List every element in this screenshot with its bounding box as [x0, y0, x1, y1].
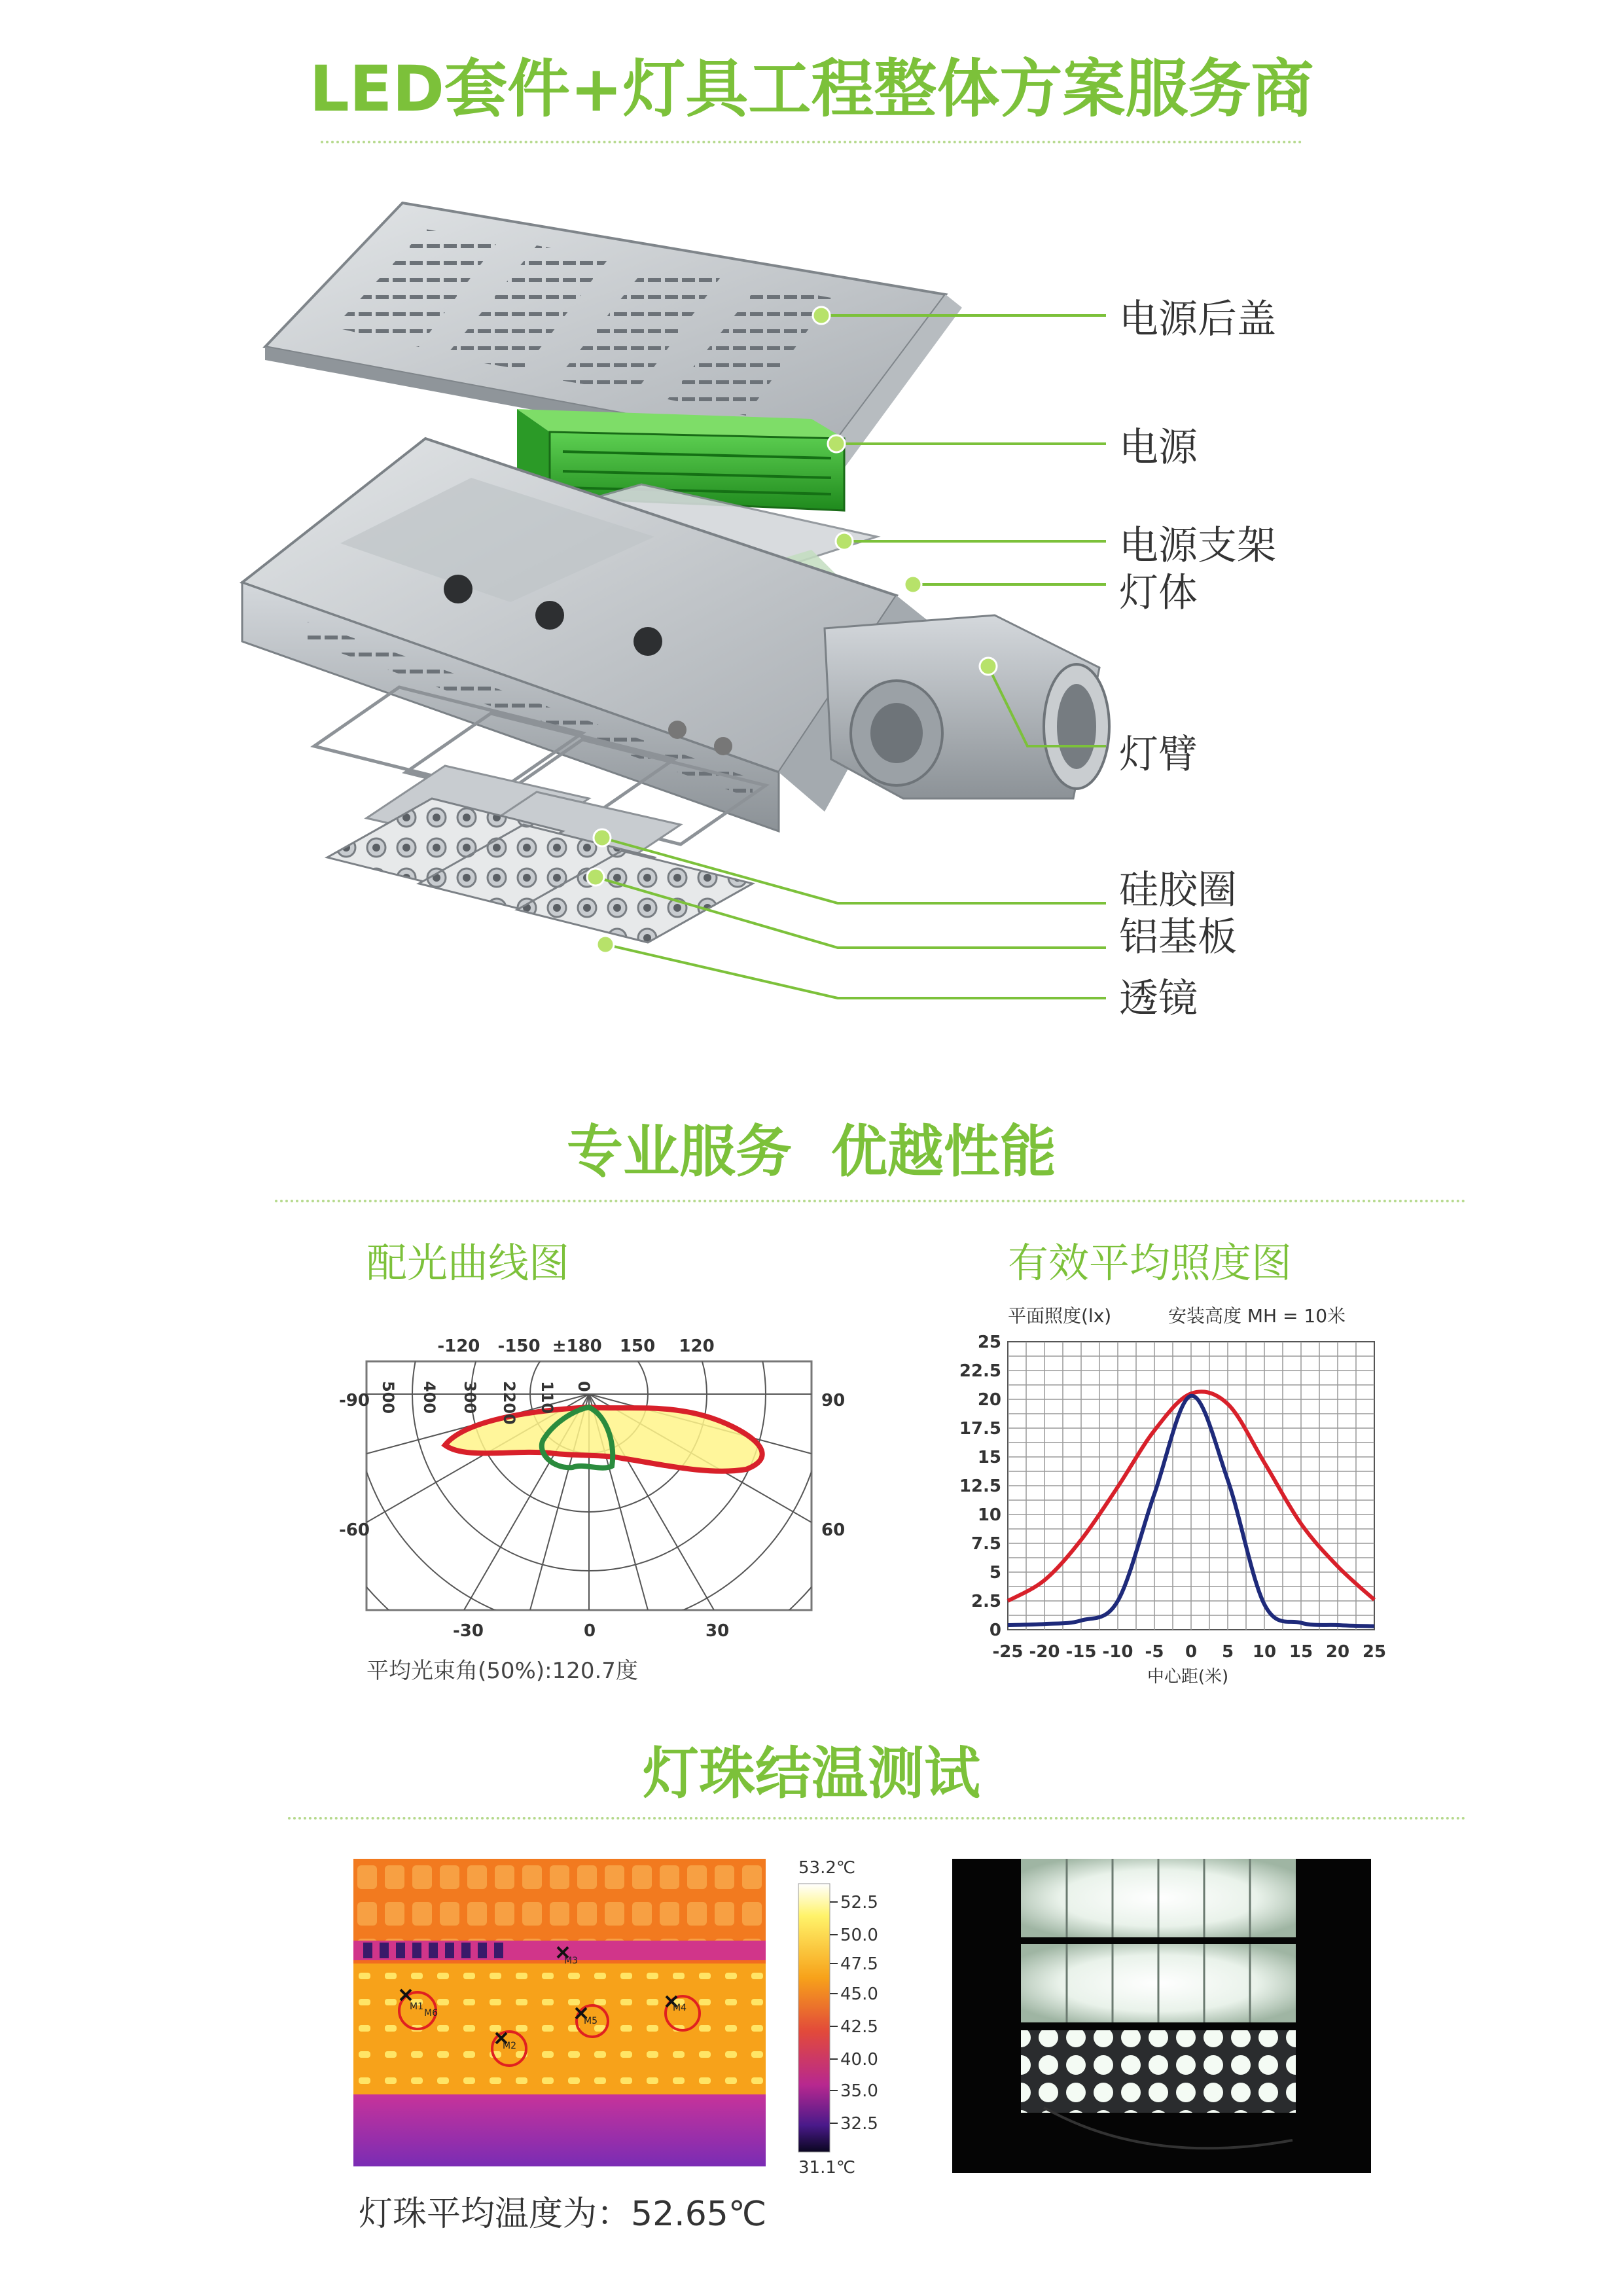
thermal-image — [353, 1859, 766, 2166]
scale-tick: 35.0 — [840, 2081, 878, 2101]
page-title: LED套件+灯具工程整体方案服务商 — [309, 52, 1314, 126]
label-lens: 透镜 — [1119, 976, 1198, 1022]
illuminance-chart-title: 有效平均照度图 — [1008, 1239, 1293, 1287]
polar-radial-tick: 2200 — [500, 1381, 518, 1425]
scale-tick: 50.0 — [840, 1926, 878, 1945]
scale-tick: 52.5 — [840, 1893, 878, 1912]
illum-xtick: -15 — [1065, 1642, 1097, 1662]
thermal-marker-label: M5 — [584, 2016, 597, 2026]
scale-max: 53.2℃ — [798, 1858, 856, 1878]
thermal-marker-label: M3 — [564, 1956, 578, 1966]
illum-ytick: 17.5 — [959, 1419, 1001, 1439]
polar-left-angle-90: -90 — [339, 1391, 370, 1410]
polar-radial-tick: 110 — [538, 1381, 556, 1414]
thermal-marker-label: M4 — [673, 2003, 687, 2013]
illum-ytick: 10 — [977, 1505, 1001, 1525]
scale-tick: 47.5 — [840, 1954, 878, 1974]
illum-ytick: 12.5 — [959, 1477, 1001, 1496]
polar-caption: 平均光束角(50%):120.7度 — [366, 1658, 638, 1684]
illum-xtick: -25 — [992, 1642, 1024, 1662]
exploded-luminaire-diagram — [0, 170, 1623, 1041]
scale-min: 31.1℃ — [798, 2158, 856, 2178]
polar-right-angle-90: 90 — [821, 1391, 846, 1410]
polar-left-angle-60: -60 — [339, 1520, 370, 1540]
polar-bottom-angle-30: 30 — [705, 1621, 730, 1641]
illum-ytick: 25 — [977, 1333, 1001, 1352]
label-power-supply: 电源 — [1119, 425, 1198, 471]
label-lamp-arm: 灯臂 — [1119, 732, 1198, 778]
temperature-scale — [785, 1852, 916, 2179]
illum-xtick: -10 — [1102, 1642, 1133, 1662]
illum-xtick: -20 — [1029, 1642, 1060, 1662]
scale-tick: 40.0 — [840, 2050, 878, 2070]
section2-divider — [275, 1200, 1466, 1202]
illum-xtick: 0 — [1185, 1642, 1198, 1662]
illum-ytick: 5 — [989, 1563, 1001, 1583]
polar-radial-tick: 0 — [575, 1381, 593, 1392]
polar-radial-tick: 400 — [420, 1381, 438, 1414]
illum-ylabel: 平面照度(lx) — [1008, 1305, 1112, 1327]
scale-tick: 42.5 — [840, 2017, 878, 2037]
illum-ytick: 2.5 — [971, 1592, 1001, 1611]
illum-note: 安装高度 MH = 10米 — [1168, 1305, 1346, 1327]
thermal-marker-label: M6 — [424, 2008, 438, 2018]
illum-xlabel: 中心距(米) — [1147, 1667, 1229, 1687]
polar-bottom-angle-0: 0 — [584, 1621, 596, 1641]
polar-bottom-angle-neg30: -30 — [453, 1621, 484, 1641]
title-divider — [321, 141, 1302, 143]
section3-title: 灯珠结温测试 — [643, 1741, 980, 1806]
label-aluminum-board: 铝基板 — [1119, 914, 1237, 960]
illum-ytick: 20 — [977, 1390, 1001, 1410]
label-silicone-ring: 硅胶圈 — [1119, 867, 1237, 913]
illum-xtick: -5 — [1145, 1642, 1164, 1662]
scale-tick: 45.0 — [840, 1984, 878, 2004]
thermal-marker-label: M2 — [503, 2041, 516, 2051]
polar-radial-tick: 300 — [461, 1381, 479, 1414]
label-power-cover: 电源后盖 — [1119, 296, 1276, 342]
illum-ytick: 15 — [977, 1448, 1001, 1467]
illum-xtick: 25 — [1362, 1642, 1387, 1662]
polar-chart-title: 配光曲线图 — [366, 1239, 570, 1287]
illum-ytick: 7.5 — [971, 1534, 1001, 1554]
illum-xtick: 15 — [1289, 1642, 1313, 1662]
scale-tick: 32.5 — [840, 2114, 878, 2134]
polar-right-angle-60: 60 — [821, 1520, 846, 1540]
illum-xtick: 20 — [1325, 1642, 1350, 1662]
polar-radial-tick: 500 — [379, 1381, 397, 1414]
polar-light-distribution-chart — [314, 1302, 846, 1695]
label-lamp-body: 灯体 — [1119, 570, 1198, 616]
label-power-bracket: 电源支架 — [1119, 523, 1276, 569]
section2-title: 专业服务 优越性能 — [567, 1119, 1056, 1185]
lit-led-photo — [952, 1859, 1371, 2173]
average-temperature-caption: 灯珠平均温度为：52.65℃ — [359, 2195, 767, 2234]
illum-ytick: 22.5 — [959, 1361, 1001, 1381]
lamp-arm — [825, 615, 1109, 798]
polar-top-ticks: -120 -150 ±180 150 120 — [437, 1336, 715, 1356]
illuminance-chart — [955, 1302, 1427, 1695]
illum-xtick: 10 — [1252, 1642, 1277, 1662]
section3-divider — [288, 1817, 1466, 1820]
illum-ytick: 0 — [989, 1621, 1001, 1640]
thermal-marker-label: M1 — [410, 2001, 423, 2012]
illum-xtick: 5 — [1221, 1642, 1234, 1662]
